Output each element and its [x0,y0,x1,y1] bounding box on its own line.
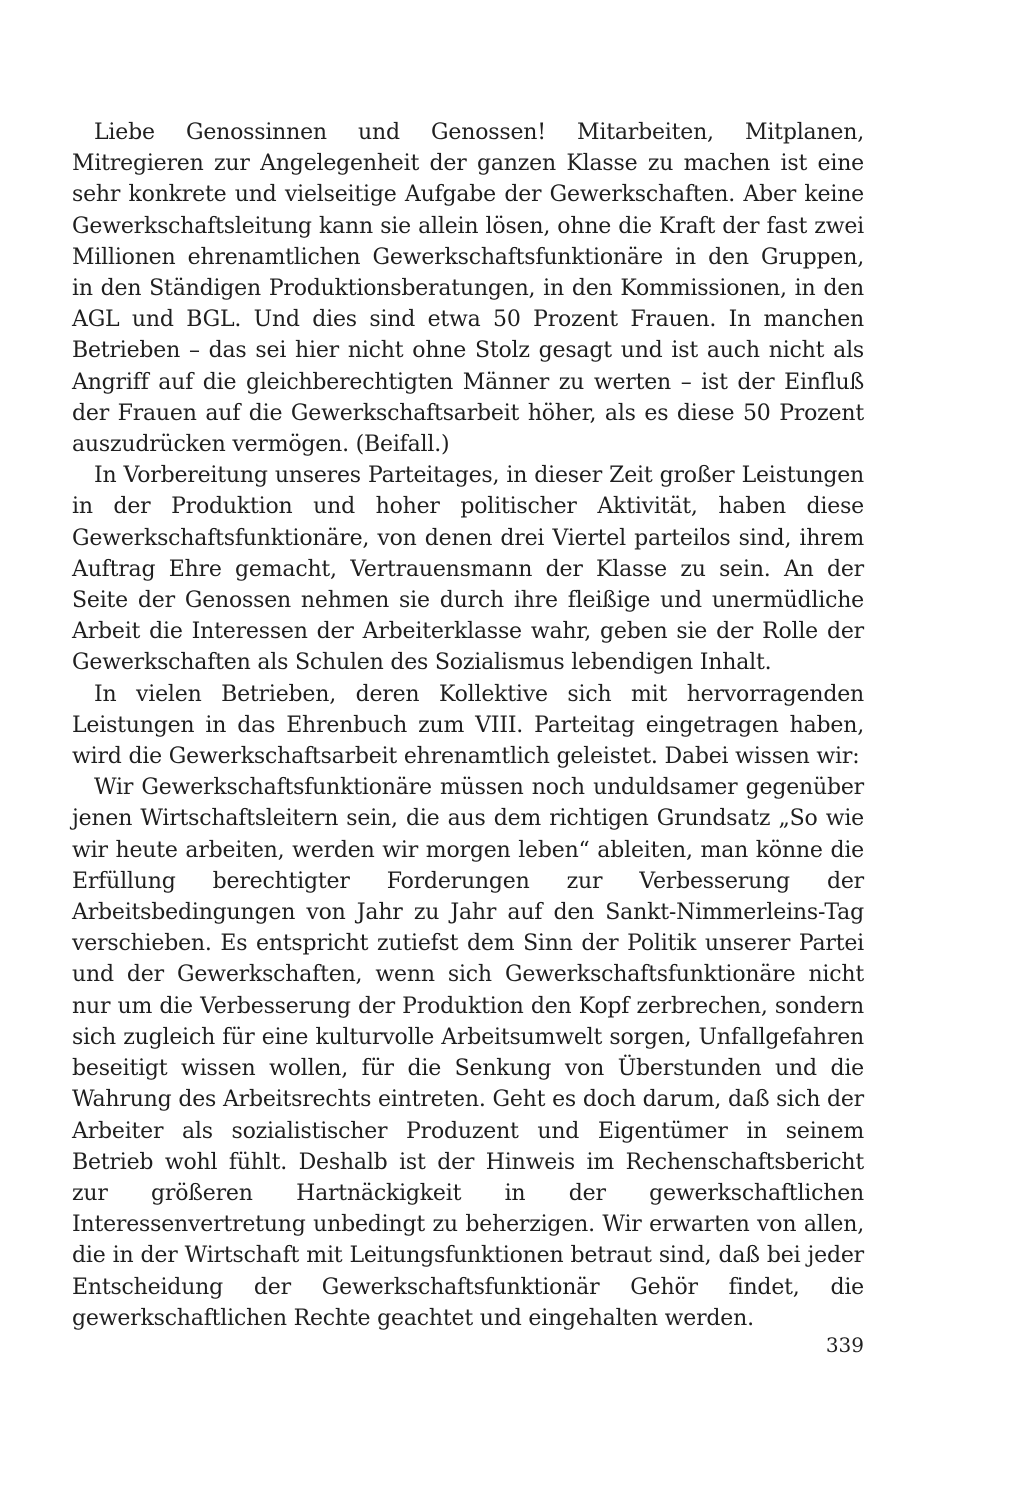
body-text [72,117,864,1334]
paragraph-3: In vielen Betrieben, deren Kollektive sich mit hervorragenden Leistungen in das Ehrenbuch zum VIII. Parteitag eingetragen haben, wird die Gewerkschaftsarbeit ehrenamtlich geleistet. Dabei wissen wir: [72,681,864,770]
paragraph-4: Wir Gewerkschaftsfunktionäre müssen noch unduldsamer gegenüber jenen Wirtschaftsleitern sein, die aus dem richtigen Grundsatz „So wie wir heute arbeiten, werden wir morgen leben“ ableiten, man könne die Erfüllung berechtigter Forderungen zur Verbesserung der Arbeitsbedingungen von Jahr zu Jahr auf den Sankt-Nimmerleins-Tag verschieben. Es entspricht zutiefst dem Sinn der Politik unserer Partei und der Gewerkschaften, wenn sich Gewerkschaftsfunktionäre nicht nur um die Verbesserung der Produktion den Kopf zerbrechen, sondern sich zugleich für eine kulturvolle Arbeitsumwelt sorgen, Unfallgefahren beseitigt wissen wollen, für die Senkung von Überstunden und die Wahrung des Arbeitsrechts eintreten. Geht es doch darum, daß sich der Arbeiter als sozialistischer Produzent und Eigentümer in seinem Betrieb wohl fühlt. Deshalb ist der Hinweis im Rechenschaftsbericht zur größeren Hartnäckigkeit in der gewerkschaftlichen Interessenvertretung unbedingt zu beherzigen. Wir erwarten von allen, die in der Wirtschaft mit Leitungsfunktionen betraut sind, daß bei jeder Entscheidung der Gewerkschaftsfunktionär Gehör findet, die gewerkschaftlichen Rechte geachtet und eingehalten werden. [72,775,864,1331]
paragraph-1: Liebe Genossinnen und Genossen! Mitarbeiten, Mitplanen, Mitregieren zur Angelegenheit der ganzen Klasse zu machen ist eine sehr konkrete und vielseitige Aufgabe der Gewerkschaften. Aber keine Gewerkschaftsleitung kann sie allein lösen, ohne die Kraft der fast zwei Millionen ehrenamtlichen Gewerkschaftsfunktionäre in den Gruppen, in den Ständigen Produktionsberatungen, in den Kommissionen, in den AGL und BGL. Und dies sind etwa 50 Prozent Frauen. In manchen Betrieben – das sei hier nicht ohne Stolz gesagt und ist auch nicht als Angriff auf die gleichberechtigten Männer zu werten – ist der Einfluß der Frauen auf die Gewerkschaftsarbeit höher, als es diese 50 Prozent auszudrücken vermögen. (Beifall.) [72,120,864,458]
page-number: 339 [825,1333,864,1357]
paragraph-2: In Vorbereitung unseres Parteitages, in dieser Zeit großer Leistungen in der Produktion und hoher politischer Aktivität, haben diese Gewerkschaftsfunktionäre, von denen drei Viertel parteilos sind, ihrem Auftrag Ehre gemacht, Vertrauensmann der Klasse zu sein. An der Seite der Genossen nehmen sie durch ihre fleißige und unermüdliche Arbeit die Interessen der Arbeiterklasse wahr, geben sie der Rolle der Gewerkschaften als Schulen des Sozialismus lebendigen Inhalt. [72,463,864,676]
